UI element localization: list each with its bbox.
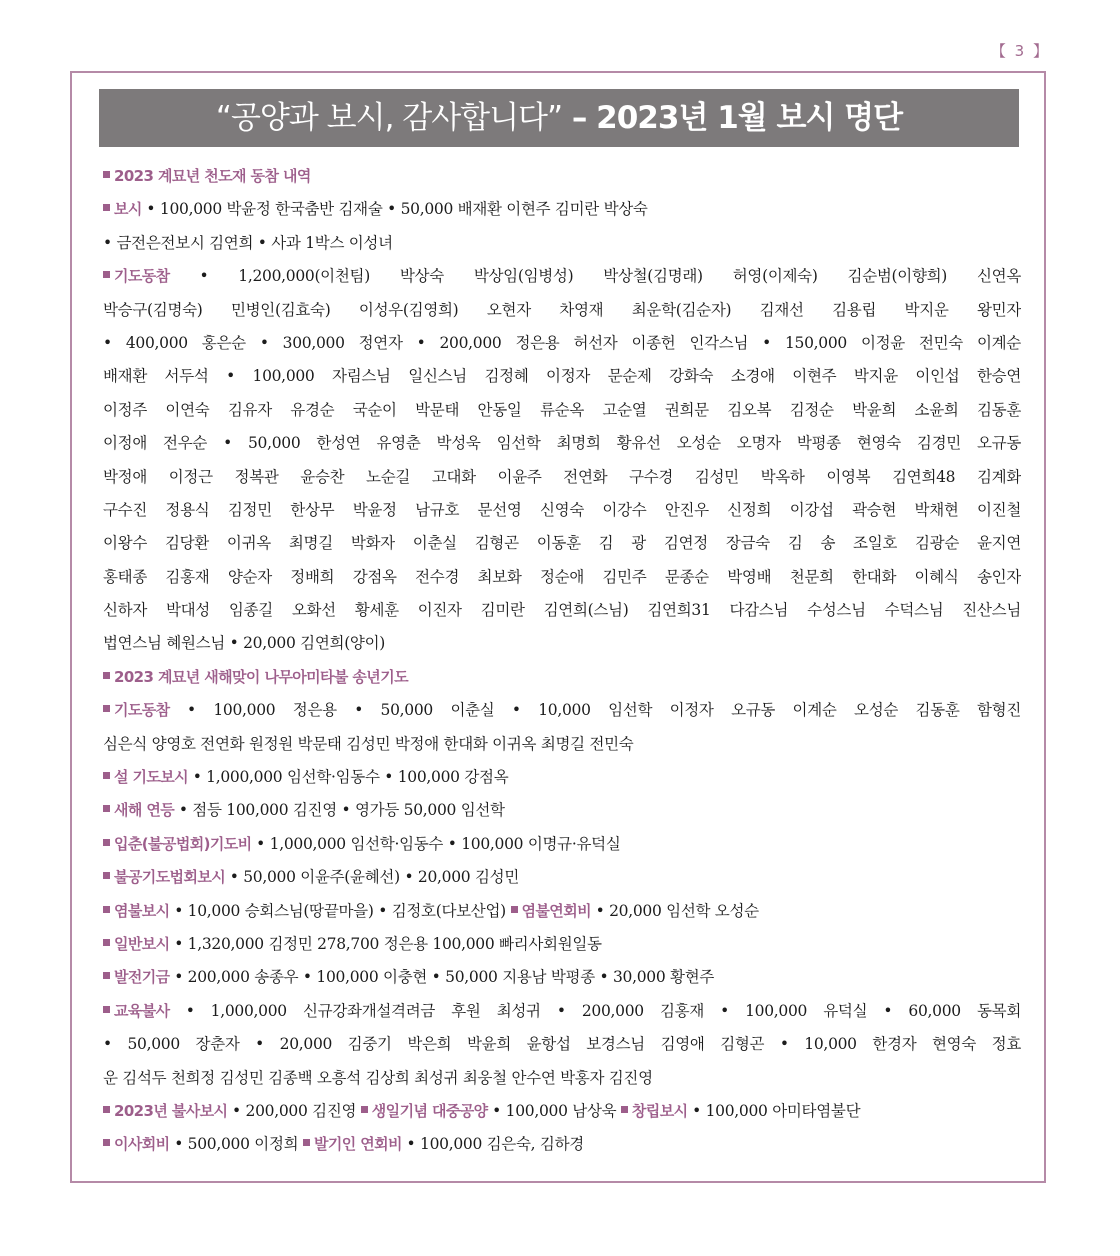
square-bullet-icon — [103, 772, 110, 779]
section-heading-label: 2023년 불사보시 — [114, 1101, 228, 1120]
donor-entry-text: • 100,000 정은용 • 50,000 이춘실 • 10,000 임선학 이정자 오규동 이계순 오성순 김동훈 함형진 — [169, 701, 1021, 720]
donor-entry-text: • 100,000 박윤정 한국춤반 김재술 • 50,000 배재환 이현주 김미란 박상숙 — [141, 200, 648, 219]
section-heading — [103, 200, 142, 218]
donor-entry-text: • 100,000 남상욱 — [487, 1101, 621, 1120]
section-heading — [103, 701, 170, 719]
list-line — [103, 1062, 1021, 1095]
donor-entry-text: • 금전은전보시 김연희 • 사과 1박스 이성녀 — [103, 233, 393, 252]
donor-entry-text: • 1,200,000(이천팀) 박상숙 박상임(임병성) 박상철(김명래) 허영(이제숙) 김순범(이향희) 신연옥 — [169, 267, 1021, 286]
section-heading-label: 발기인 연회비 — [313, 1135, 402, 1154]
donor-entry-text: • 20,000 임선학 오성순 — [590, 901, 759, 920]
list-line — [103, 861, 1021, 894]
donor-entry-text: • 50,000 이윤주(윤혜선) • 20,000 김성민 — [225, 868, 519, 887]
list-line — [103, 427, 1021, 460]
square-bullet-icon — [103, 972, 110, 979]
square-bullet-icon — [103, 705, 110, 712]
section-heading-label: 기도동참 — [114, 701, 170, 720]
section-heading — [103, 935, 170, 953]
square-bullet-icon — [103, 1106, 110, 1113]
list-line — [103, 761, 1021, 794]
donor-entry-text: • 1,320,000 김정민 278,700 정은용 100,000 빠리사회원일동 — [169, 934, 602, 953]
donor-entry-text: 이정애 전우순 • 50,000 한성연 유영춘 박성욱 임선학 최명희 황유선 오성순 오명자 박평종 현영숙 김경민 오규동 — [103, 434, 1021, 453]
list-line — [103, 728, 1021, 761]
section-heading-label: 창립보시 — [631, 1101, 688, 1120]
section-heading-label: 일반보시 — [114, 934, 170, 953]
section-heading — [103, 668, 408, 686]
section-heading — [511, 902, 591, 920]
donor-entry-text: 이정주 이연숙 김유자 유경순 국순이 박문태 안동일 류순옥 고순열 권희문 김오복 김정순 박윤희 소윤희 김동훈 — [103, 400, 1021, 419]
square-bullet-icon — [103, 171, 110, 178]
section-heading — [103, 902, 170, 920]
square-bullet-icon — [303, 1139, 310, 1146]
list-line — [103, 895, 1021, 928]
donor-entry-text: • 10,000 승회스님(땅끝마을) • 김정호(다보산업) — [169, 901, 511, 920]
square-bullet-icon — [103, 271, 110, 278]
section-heading — [103, 1002, 170, 1020]
donor-entry-text: • 1,000,000 신규강좌개설격려금 후원 최성귀 • 200,000 김홍재 • 100,000 유덕실 • 60,000 동목회 — [169, 1001, 1021, 1020]
donor-entry-text: • 1,000,000 임선학·임동수 • 100,000 이명규·유덕실 — [251, 834, 621, 853]
square-bullet-icon — [361, 1106, 368, 1113]
donor-entry-text: 심은식 양영호 전연화 원정원 박문태 김성민 박정애 한대화 이귀옥 최명길 전민숙 — [103, 734, 634, 753]
list-line — [103, 1128, 1021, 1161]
list-line — [103, 494, 1021, 527]
section-heading — [103, 835, 252, 853]
list-line — [103, 394, 1021, 427]
square-bullet-icon — [103, 906, 110, 913]
square-bullet-icon — [103, 805, 110, 812]
donor-entry-text: 박정애 이정근 정복관 윤승찬 노순길 고대화 이윤주 전연화 구수경 김성민 박옥하 이영복 김연희48 김계화 — [103, 467, 1021, 486]
section-heading-label: 2023 계묘년 천도재 동참 내역 — [114, 167, 311, 185]
section-heading — [303, 1135, 402, 1153]
list-line — [103, 327, 1021, 360]
section-heading-label: 기도동참 — [114, 267, 170, 286]
section-heading-label: 설 기도보시 — [114, 768, 189, 787]
list-line — [103, 1095, 1021, 1128]
section-heading-label: 염불연회비 — [521, 901, 591, 920]
donor-entry-text: 구수진 정용식 김정민 한상무 박윤정 남규호 문선영 신영숙 이강수 안진우 신정희 이강섭 곽승현 박채현 이진철 — [103, 500, 1021, 519]
donor-list — [103, 160, 1021, 1162]
section-heading-label: 발전기금 — [114, 968, 170, 987]
donor-entry-text: • 점등 100,000 김진영 • 영가등 50,000 임선학 — [174, 801, 505, 820]
list-line — [103, 461, 1021, 494]
section-heading-label: 교육불사 — [114, 1001, 170, 1020]
list-line — [103, 527, 1021, 560]
list-line — [103, 661, 1021, 694]
section-heading — [103, 768, 188, 786]
donor-entry-text: • 200,000 김진영 — [227, 1101, 361, 1120]
section-heading-label: 새해 연등 — [114, 801, 175, 820]
list-line — [103, 627, 1021, 660]
title-quote: “공양과 보시, 감사합니다” — [215, 100, 563, 136]
donor-entry-text: 운 김석두 천희정 김성민 김종백 오흥석 김상희 최성귀 최웅철 안수연 박홍자 김진영 — [103, 1068, 653, 1087]
list-line — [103, 561, 1021, 594]
square-bullet-icon — [103, 1139, 110, 1146]
section-heading — [103, 267, 170, 285]
donor-entry-text: 배재환 서두석 • 100,000 자림스님 일신스님 김정혜 이정자 문순제 강화숙 소경애 이현주 박지윤 이인섭 한승연 — [103, 367, 1021, 386]
list-line — [103, 160, 1021, 193]
donor-entry-text: • 100,000 아미타염불단 — [687, 1101, 861, 1120]
list-line — [103, 1028, 1021, 1061]
donor-entry-text: • 100,000 김은숙, 김하경 — [401, 1135, 584, 1154]
list-line — [103, 294, 1021, 327]
list-line — [103, 360, 1021, 393]
donor-entry-text: • 50,000 장춘자 • 20,000 김중기 박은희 박윤희 윤항섭 보경스님 김영애 김형곤 • 10,000 한경자 현영숙 정효 — [103, 1035, 1021, 1054]
page-number: 【 3 】 — [990, 42, 1050, 60]
section-heading — [103, 1135, 170, 1153]
donor-entry-text: • 1,000,000 임선학·임동수 • 100,000 강점옥 — [188, 768, 509, 787]
section-heading — [103, 868, 225, 886]
section-heading — [361, 1102, 488, 1120]
section-heading — [621, 1102, 688, 1120]
list-line — [103, 961, 1021, 994]
donor-entry-text: 홍태종 김홍재 양순자 정배희 강점옥 전수경 최보화 정순애 김민주 문종순 박영배 천문희 한대화 이혜식 송인자 — [103, 567, 1021, 586]
square-bullet-icon — [103, 672, 110, 679]
list-line — [103, 227, 1021, 260]
donor-entry-text: 박승구(김명숙) 민병인(김효숙) 이성우(김영희) 오현자 차영재 최운학(김순자) 김재선 김용립 박지운 왕민자 — [103, 300, 1021, 319]
list-line — [103, 928, 1021, 961]
donor-entry-text: 이왕수 김당환 이귀옥 최명길 박화자 이춘실 김형곤 이동훈 김 광 김연정 장금숙 김 송 조일호 김광순 윤지연 — [103, 534, 1021, 553]
section-heading-label: 이사회비 — [114, 1135, 170, 1154]
section-heading — [103, 801, 174, 819]
list-line — [103, 694, 1021, 727]
section-heading-label: 생일기념 대중공양 — [371, 1101, 488, 1120]
list-line — [103, 794, 1021, 827]
square-bullet-icon — [103, 939, 110, 946]
square-bullet-icon — [621, 1106, 628, 1113]
square-bullet-icon — [511, 906, 518, 913]
list-line — [103, 995, 1021, 1028]
list-line — [103, 260, 1021, 293]
square-bullet-icon — [103, 1006, 110, 1013]
section-heading-label: 입춘(불공법회)기도비 — [114, 834, 252, 853]
section-heading-label: 불공기도법회보시 — [114, 868, 226, 887]
square-bullet-icon — [103, 872, 110, 879]
section-heading — [103, 968, 170, 986]
section-heading — [103, 167, 311, 185]
square-bullet-icon — [103, 204, 110, 211]
donor-entry-text: • 200,000 송종우 • 100,000 이충현 • 50,000 지용남 박평종 • 30,000 황현주 — [169, 968, 715, 987]
section-heading — [103, 1102, 227, 1120]
title-dash: – — [562, 100, 597, 136]
section-heading-label: 염불보시 — [114, 901, 170, 920]
donor-entry-text: 법연스님 혜원스님 • 20,000 김연희(양이) — [103, 634, 386, 653]
section-heading-label: 보시 — [114, 200, 142, 219]
title-banner — [99, 89, 1019, 147]
list-line — [103, 828, 1021, 861]
list-line — [103, 193, 1021, 226]
list-line — [103, 594, 1021, 627]
section-heading-label: 2023 계묘년 새해맞이 나무아미타불 송년기도 — [114, 667, 408, 686]
donor-entry-text: • 400,000 홍은순 • 300,000 정연자 • 200,000 정은용 허선자 이종헌 인각스님 • 150,000 이정윤 전민숙 이계순 — [103, 333, 1021, 352]
title-main: 2023년 1월 보시 명단 — [596, 100, 903, 136]
donor-entry-text: 신하자 박대성 임종길 오화선 황세훈 이진자 김미란 김연희(스님) 김연희31 다감스님 수성스님 수덕스님 진산스님 — [103, 601, 1021, 620]
square-bullet-icon — [103, 839, 110, 846]
donor-entry-text: • 500,000 이정희 — [169, 1135, 303, 1154]
